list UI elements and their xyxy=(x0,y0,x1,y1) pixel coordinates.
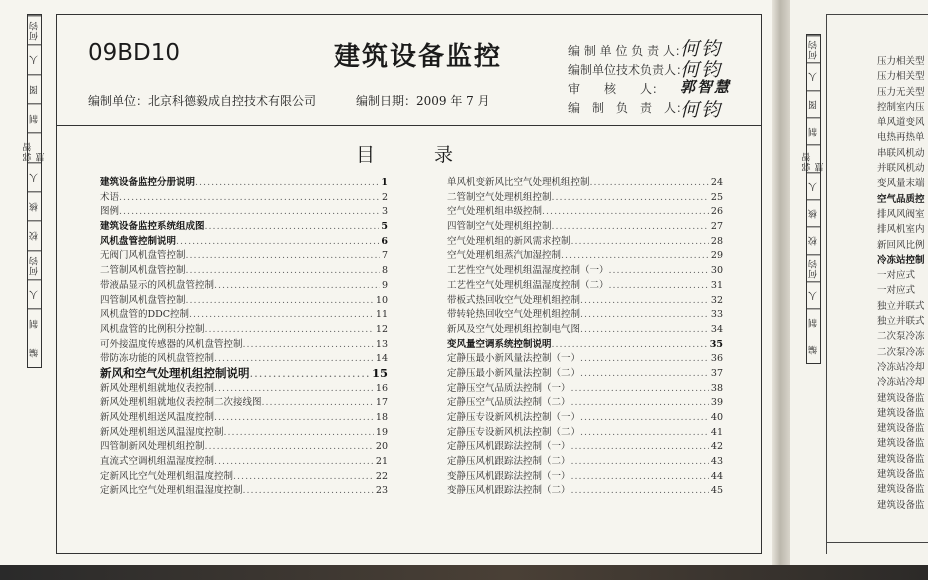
book-gutter xyxy=(772,0,790,565)
toc-entry-title: 定新风比空气处理机组温度控制 xyxy=(100,470,234,482)
toc-entry[interactable] xyxy=(100,482,388,497)
toc-entry[interactable] xyxy=(100,409,388,424)
toc-leader-dots xyxy=(224,427,374,438)
toc-leader-dots xyxy=(571,441,709,452)
right-page-toc-item: 压力相关型 xyxy=(877,71,925,83)
strip-cell: 校 xyxy=(807,226,820,253)
right-page-frame-left xyxy=(826,14,827,554)
toc-entry-title: 四管制空气处理机组控制 xyxy=(447,221,552,233)
compiling-unit: 编制单位：北京科德毅成自控技术有限公司 xyxy=(88,94,317,108)
right-page-toc-item: 二次泵冷冻 xyxy=(877,331,925,343)
toc-entry[interactable] xyxy=(447,189,723,204)
toc-entry-title: 新风处理机组就地仪表控制 xyxy=(100,382,215,394)
toc-leader-dots xyxy=(609,280,709,291)
toc-entry[interactable] xyxy=(100,394,388,409)
toc-entry[interactable] xyxy=(447,203,723,218)
toc-entry-title: 四管制风机盘管控制 xyxy=(100,294,186,306)
signature-4: 何钧 xyxy=(680,99,723,121)
toc-entry-title: 新风处理机组送风温度控制 xyxy=(100,412,215,423)
responsible-label-1: 编 制 单 位 负 责 人： xyxy=(568,44,687,58)
toc-leader-dots xyxy=(243,485,374,496)
toc-entry-page: 14 xyxy=(375,353,388,365)
right-page-toc-item: 排风风阀室 xyxy=(877,208,925,220)
right-page-frame-bottom xyxy=(826,542,928,543)
toc-entry-page: 43 xyxy=(710,456,723,468)
right-page-toc-item: 压力无关型 xyxy=(877,86,925,98)
right-page-toc-item: 一对应式 xyxy=(877,285,916,297)
toc-entry-title: 带板式热回收空气处理机组控制 xyxy=(447,294,581,306)
header-divider xyxy=(56,125,762,126)
toc-entry-title: 定静压风机跟踪法控制（一） xyxy=(447,441,571,453)
strip-cell: 校 xyxy=(28,220,41,249)
toc-entry[interactable] xyxy=(447,350,723,365)
signature-3: 郭智慧 xyxy=(680,78,732,96)
responsible-label-3: 审 核 人： xyxy=(568,82,665,96)
toc-leader-dots xyxy=(214,412,374,423)
toc-title-left: 目 xyxy=(356,144,376,166)
toc-entry[interactable] xyxy=(100,262,388,277)
toc-entry[interactable] xyxy=(447,174,723,189)
toc-entry-title: 变静压风机跟踪法控制（一） xyxy=(447,470,571,482)
toc-entry-title: 直流式空调机组温湿度控制 xyxy=(100,456,215,468)
right-page-toc-item: 二次泵冷冻 xyxy=(877,346,925,358)
toc-entry-page: 22 xyxy=(375,470,388,482)
toc-entry-page: 42 xyxy=(710,441,723,453)
bottom-edge xyxy=(0,565,928,580)
toc-entry-title: 定静压风机跟踪法控制（二） xyxy=(447,456,571,468)
toc-entry-title: 带转轮热回收空气处理机组控制 xyxy=(447,309,581,321)
right-page-toc-item: 单风道变风 xyxy=(877,117,925,129)
toc-leader-dots xyxy=(580,353,709,364)
right-page-toc-item: 建筑设备监 xyxy=(877,392,925,404)
toc-entry-page: 20 xyxy=(375,441,388,453)
toc-entry[interactable] xyxy=(100,336,388,351)
toc-entry-page: 33 xyxy=(710,309,723,321)
toc-entry-page: 3 xyxy=(381,206,388,218)
toc-entry-page: 7 xyxy=(381,250,388,262)
toc-entry-title: 建筑设备监控系统组成图 xyxy=(100,221,205,233)
toc-entry-title: 工艺性空气处理机组温湿度控制（一） xyxy=(447,265,609,277)
toc-entry-page: 24 xyxy=(710,177,723,188)
toc-leader-dots xyxy=(571,397,709,408)
toc-entry-title: 带液晶显示的风机盘管控制 xyxy=(100,279,215,291)
toc-leader-dots xyxy=(542,206,709,217)
strip-cell: 人 xyxy=(807,281,820,308)
toc-entry-page: 32 xyxy=(710,294,723,306)
toc-entry-page: 11 xyxy=(375,309,388,321)
toc-entry-page: 35 xyxy=(709,338,723,350)
toc-leader-dots xyxy=(561,250,709,261)
toc-entry[interactable] xyxy=(100,306,388,321)
toc-entry[interactable] xyxy=(100,277,388,292)
toc-title-right: 录 xyxy=(434,144,454,166)
toc-entry-title: 可外接温度传感器的风机盘管控制 xyxy=(100,338,243,350)
toc-entry[interactable] xyxy=(447,365,723,380)
toc-entry[interactable] xyxy=(100,468,388,483)
toc-entry-title: 新风处理机组就地仪表控制二次接线图 xyxy=(100,397,262,409)
right-page-toc xyxy=(877,53,928,512)
toc-leader-dots xyxy=(552,221,709,232)
atlas-code: 09BD10 xyxy=(88,40,181,66)
strip-cell: 人 xyxy=(807,172,820,199)
toc-entry-page: 1 xyxy=(381,177,388,188)
toc-entry[interactable] xyxy=(447,336,723,351)
signature-strip xyxy=(23,14,47,368)
toc-entry-page: 9 xyxy=(381,279,388,291)
right-page-toc-item: 建筑设备监 xyxy=(877,499,925,511)
toc-left-column xyxy=(100,174,388,497)
toc-entry-page: 27 xyxy=(710,221,723,233)
toc-entry-page: 26 xyxy=(710,206,723,218)
strip-cell: 何钧 xyxy=(28,15,41,44)
toc-entry[interactable] xyxy=(100,218,388,233)
toc-entry-title: 带防冻功能的风机盘管控制 xyxy=(100,353,215,365)
page-title: 建筑设备监控 xyxy=(334,42,503,72)
toc-entry-title: 新风和空气处理机组控制说明 xyxy=(100,365,250,380)
toc-entry-page: 23 xyxy=(375,485,388,497)
toc-entry[interactable] xyxy=(100,365,388,380)
toc-entry-title: 空气处理机组串级控制 xyxy=(447,206,543,218)
toc-entry-page: 30 xyxy=(710,265,723,277)
toc-entry-page: 45 xyxy=(710,485,723,497)
toc-entry-page: 37 xyxy=(710,367,723,379)
strip-cell: 郭智慧 xyxy=(807,144,820,171)
toc-entry-page: 34 xyxy=(710,323,723,335)
toc-entry-title: 单风机变新风比空气处理机组控制 xyxy=(447,177,590,188)
toc-entry[interactable] xyxy=(447,438,723,453)
strip-cell: 制 xyxy=(28,103,41,132)
strip-cell: 制 xyxy=(807,117,820,144)
strip-cell: 图 xyxy=(28,74,41,103)
strip-cell: 制 xyxy=(28,308,41,337)
toc-leader-dots xyxy=(214,353,374,364)
toc-entry-page: 17 xyxy=(375,397,388,409)
toc-entry-title: 二管制风机盘管控制 xyxy=(100,265,186,277)
right-page-toc-item: 控制室内压 xyxy=(877,101,925,113)
toc-entry-title: 风机盘管的比例积分控制 xyxy=(100,323,205,335)
toc-entry-page: 36 xyxy=(710,353,723,365)
toc-entry-title: 风机盘管的DDC控制 xyxy=(100,309,190,321)
toc-entry-title: 术语 xyxy=(100,191,120,203)
toc-entry-page: 15 xyxy=(371,365,388,380)
right-page-toc-item: 建筑设备监 xyxy=(877,469,925,481)
toc-leader-dots xyxy=(176,236,379,247)
toc-entry-title: 变静压风机跟踪法控制（二） xyxy=(447,485,571,497)
toc-entry-title: 二管制空气处理机组控制 xyxy=(447,191,552,203)
compiling-date: 编制日期：2009 年 7 月 xyxy=(356,94,490,108)
right-page-toc-item: 独立并联式 xyxy=(877,300,925,312)
toc-entry[interactable] xyxy=(447,424,723,439)
toc-entry-page: 8 xyxy=(381,265,388,277)
toc-entry-page: 19 xyxy=(375,426,388,438)
strip-cell: 制 xyxy=(807,308,820,335)
toc-entry-title: 建筑设备监控分册说明 xyxy=(100,177,196,188)
toc-leader-dots xyxy=(119,206,380,217)
strip-cell: 人 xyxy=(28,162,41,191)
strip-cell: 图 xyxy=(807,90,820,117)
toc-entry-page: 13 xyxy=(375,338,388,350)
toc-entry-title: 定静压专设新风机法控制（二） xyxy=(447,426,581,438)
right-page-toc-item: 一对应式 xyxy=(877,270,916,282)
toc-entry-title: 无阀门风机盘管控制 xyxy=(100,250,186,262)
toc-entry-page: 2 xyxy=(381,191,388,203)
toc-entry[interactable] xyxy=(100,380,388,395)
strip-cell: 人 xyxy=(28,44,41,73)
strip-cell: 编 xyxy=(30,347,40,358)
toc-entry-title: 空气处理机组蒸汽加湿控制 xyxy=(447,250,562,262)
toc-entry-page: 18 xyxy=(375,412,388,423)
toc-entry-title: 工艺性空气处理机组温湿度控制（二） xyxy=(447,279,609,291)
toc-leader-dots xyxy=(186,250,380,261)
right-page-toc-item: 建筑设备监 xyxy=(877,438,925,450)
toc-leader-dots xyxy=(552,339,708,350)
toc-entry-page: 10 xyxy=(375,294,388,306)
toc-leader-dots xyxy=(186,295,374,306)
toc-entry-page: 6 xyxy=(381,235,388,247)
toc-leader-dots xyxy=(205,441,374,452)
toc-entry[interactable] xyxy=(100,247,388,262)
toc-entry[interactable] xyxy=(447,409,723,424)
right-page-toc-item: 变风量末端 xyxy=(877,178,925,190)
toc-entry[interactable] xyxy=(447,321,723,336)
toc-leader-dots xyxy=(552,192,709,203)
right-page-toc-item: 冷冻站冷却 xyxy=(877,377,925,389)
toc-entry[interactable] xyxy=(447,482,723,497)
toc-entry[interactable] xyxy=(447,380,723,395)
right-page-frame-top xyxy=(826,14,928,15)
toc-entry[interactable] xyxy=(100,292,388,307)
toc-leader-dots xyxy=(214,280,380,291)
toc-entry-title: 定新风比空气处理机组温湿度控制 xyxy=(100,485,243,497)
toc-entry[interactable] xyxy=(447,277,723,292)
right-page-toc-item: 冷冻站冷却 xyxy=(877,361,925,373)
toc-entry[interactable] xyxy=(100,321,388,336)
toc-leader-dots xyxy=(580,295,709,306)
toc-leader-dots xyxy=(186,265,380,276)
toc-leader-dots xyxy=(590,177,709,188)
toc-entry-page: 39 xyxy=(710,397,723,409)
strip-cell: 何钧 xyxy=(807,254,820,281)
responsible-label-2: 编制单位技术负责人： xyxy=(568,63,689,77)
toc-entry[interactable] xyxy=(100,174,388,189)
strip-cell: 何钧 xyxy=(807,35,820,62)
toc-entry-title: 定静压空气品质法控制（二） xyxy=(447,397,571,409)
right-page-toc-item: 空气品质控 xyxy=(877,193,925,205)
toc-entry[interactable] xyxy=(447,233,723,248)
toc-entry[interactable] xyxy=(100,453,388,468)
right-page-toc-item: 建筑设备监 xyxy=(877,484,925,496)
toc-entry[interactable] xyxy=(100,438,388,453)
toc-leader-dots xyxy=(580,368,709,379)
toc-entry-page: 12 xyxy=(375,323,388,335)
strip-cell: 人 xyxy=(807,62,820,89)
toc-entry[interactable] xyxy=(100,350,388,365)
toc-entry[interactable] xyxy=(100,233,388,248)
toc-leader-dots xyxy=(233,471,374,482)
toc-entry[interactable] xyxy=(447,453,723,468)
right-page-toc-item: 并联风机动 xyxy=(877,163,925,175)
right-page-toc-item: 电热再热单 xyxy=(877,132,925,144)
signature-2: 何钧 xyxy=(680,59,723,81)
strip-cell: 核 xyxy=(807,199,820,226)
toc-entry[interactable] xyxy=(447,218,723,233)
toc-right-column xyxy=(447,174,723,497)
toc-leader-dots xyxy=(580,309,709,320)
toc-leader-dots xyxy=(580,412,709,423)
toc-entry-title: 四管制新风处理机组控制 xyxy=(100,441,205,453)
toc-leader-dots xyxy=(262,397,374,408)
toc-entry[interactable] xyxy=(447,468,723,483)
strip-cell: 何钧 xyxy=(28,250,41,279)
right-page-toc-item: 建筑设备监 xyxy=(877,453,925,465)
right-page-toc-item: 建筑设备监 xyxy=(877,423,925,435)
toc-entry-page: 41 xyxy=(710,426,723,438)
toc-leader-dots xyxy=(195,177,379,188)
toc-entry-page: 44 xyxy=(710,470,723,482)
toc-entry-title: 定静压最小新风量法控制（二） xyxy=(447,367,581,379)
toc-entry-title: 定静压最小新风量法控制（一） xyxy=(447,353,581,365)
toc-entry-page: 25 xyxy=(710,191,723,203)
right-page-toc-item: 独立并联式 xyxy=(877,316,925,328)
toc-entry-page: 21 xyxy=(375,456,388,468)
toc-entry-title: 风机盘管控制说明 xyxy=(100,235,177,247)
toc-entry-page: 38 xyxy=(710,382,723,394)
toc-entry-page: 5 xyxy=(381,221,388,233)
toc-entry-page: 29 xyxy=(710,250,723,262)
toc-entry-title: 定静压空气品质法控制（一） xyxy=(447,382,571,394)
right-page-toc-item: 冷冻站控制 xyxy=(877,254,925,266)
strip-cell: 核 xyxy=(28,191,41,220)
right-signature-strip xyxy=(802,34,826,364)
toc-leader-dots xyxy=(571,236,709,247)
toc-entry-page: 28 xyxy=(710,235,723,247)
toc-entry-title: 空气处理机组的新风需求控制 xyxy=(447,235,571,247)
toc-entry-page: 40 xyxy=(710,412,723,423)
toc-leader-dots xyxy=(119,192,380,203)
toc-entry[interactable] xyxy=(447,394,723,409)
signature-1: 何钧 xyxy=(680,38,723,60)
toc-leader-dots xyxy=(580,324,709,335)
toc-entry[interactable] xyxy=(447,292,723,307)
toc-entry-title: 新风及空气处理机组控制电气图 xyxy=(447,323,581,335)
toc-leader-dots xyxy=(580,427,709,438)
toc-leader-dots xyxy=(243,339,374,350)
right-page-toc-item: 新回风比例 xyxy=(877,239,925,251)
strip-cell: 编 xyxy=(809,344,819,355)
right-page-toc-item: 建筑设备监 xyxy=(877,407,925,419)
toc-entry[interactable] xyxy=(447,247,723,262)
toc-leader-dots xyxy=(250,366,370,380)
toc-entry-page: 16 xyxy=(375,382,388,394)
toc-entry[interactable] xyxy=(447,306,723,321)
right-page-toc-item: 排风机室内 xyxy=(877,224,925,236)
toc-leader-dots xyxy=(205,221,380,232)
toc-entry[interactable] xyxy=(100,424,388,439)
toc-leader-dots xyxy=(214,383,374,394)
right-page-toc-item: 压力相关型 xyxy=(877,56,925,67)
toc-entry-title: 新风处理机组送风温湿度控制 xyxy=(100,426,224,438)
responsible-label-4: 编 制 负 责 人： xyxy=(568,101,689,115)
toc-entry[interactable] xyxy=(100,203,388,218)
toc-entry[interactable] xyxy=(447,262,723,277)
toc-leader-dots xyxy=(571,456,709,467)
toc-leader-dots xyxy=(571,485,709,496)
toc-entry[interactable] xyxy=(100,189,388,204)
toc-leader-dots xyxy=(189,309,374,320)
toc-leader-dots xyxy=(571,471,709,482)
toc-entry-title: 变风量空调系统控制说明 xyxy=(447,338,552,350)
strip-cell: 人 xyxy=(28,279,41,308)
right-page-toc-item: 串联风机动 xyxy=(877,147,925,159)
toc-entry-title: 定静压专设新风机法控制（一） xyxy=(447,412,581,423)
toc-leader-dots xyxy=(205,324,374,335)
toc-leader-dots xyxy=(609,265,709,276)
toc-entry-page: 31 xyxy=(710,279,723,291)
toc-leader-dots xyxy=(571,383,709,394)
toc-leader-dots xyxy=(214,456,374,467)
toc-entry-title: 图例 xyxy=(100,206,120,218)
strip-cell: 郭智慧 xyxy=(28,132,41,161)
